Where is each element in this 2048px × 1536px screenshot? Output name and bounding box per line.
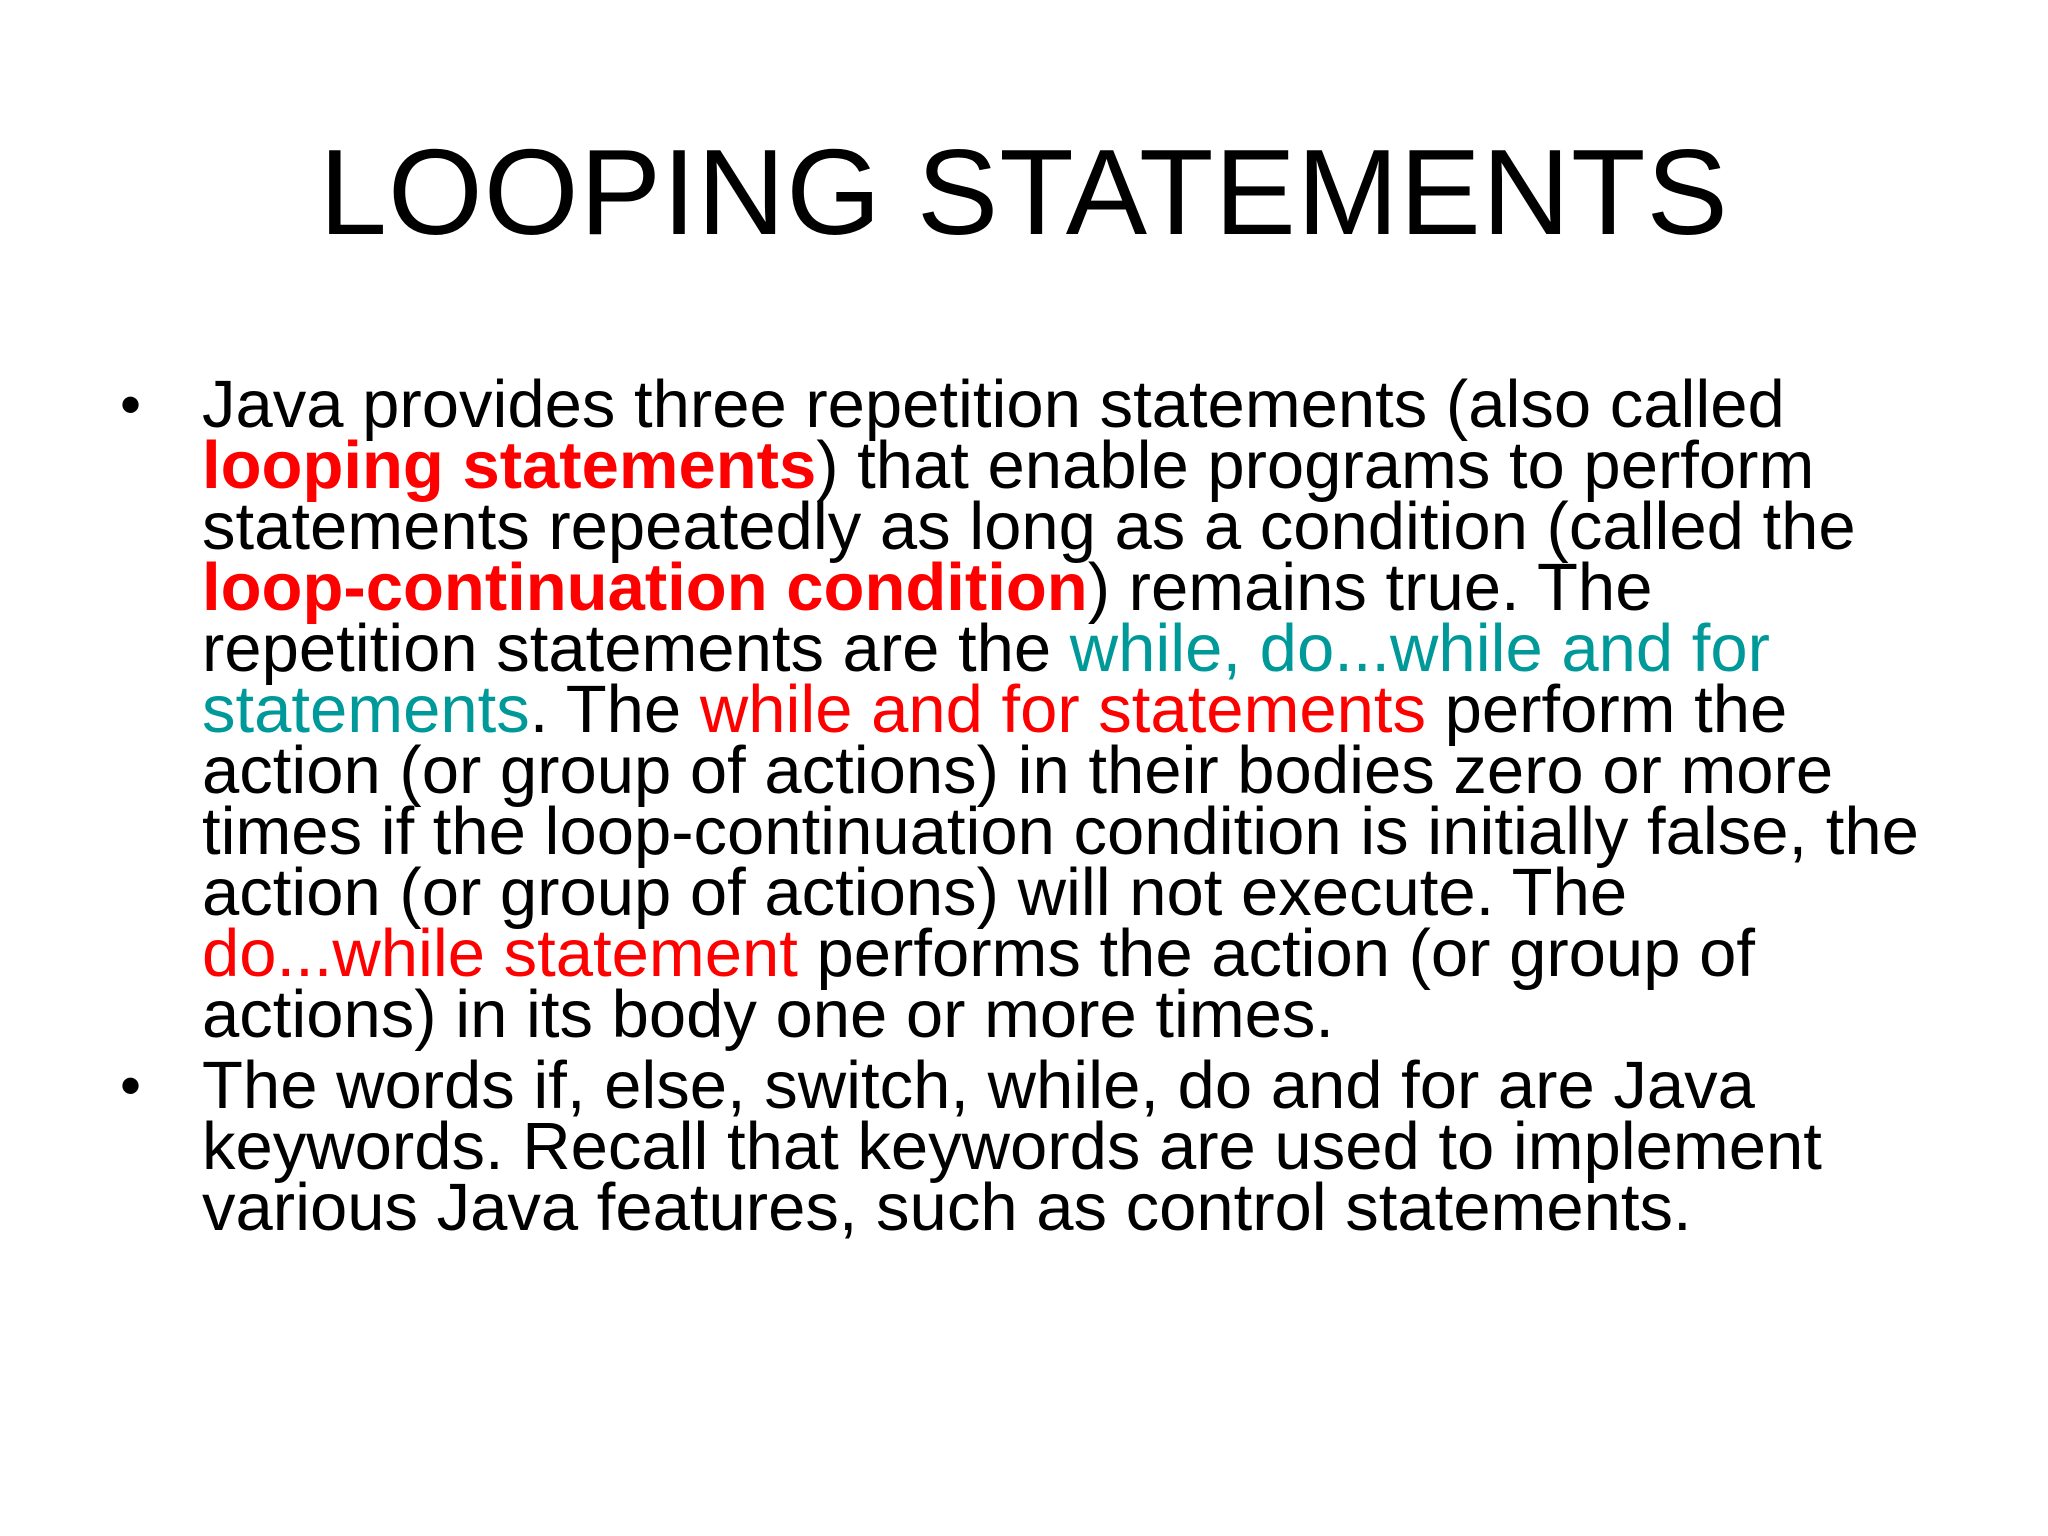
slide-title: LOOPING STATEMENTS [319, 124, 1729, 260]
bullet-text-2: The words if, else, switch, while, do and for are Java keywords. Recall that keywords are used to implement various Java features, such as control statements. [202, 1048, 1822, 1245]
bullet-item-2 [120, 1048, 1920, 1245]
bullet-list [120, 367, 1920, 1248]
bullet-item-1 [120, 367, 1920, 1052]
text-segment: perform the action (or group of actions) in their bodies zero or more times if the loop-continuation condition is initially false, the action (or group of actions) will not execute. The [202, 672, 1919, 930]
bullet-text-1 [202, 367, 1919, 1052]
bullet-icon: • [120, 1052, 142, 1119]
highlight-looping-statements: looping statements [202, 428, 817, 503]
bullet-icon: • [120, 371, 142, 438]
text-segment: Java provides three repetition statements (also called [202, 367, 1785, 442]
text-segment: . The [529, 672, 700, 747]
highlight-do-while: do...while statement [202, 916, 798, 991]
highlight-loop-continuation-condition: loop-continuation condition [202, 550, 1088, 625]
highlight-repetition-statements: while, do...while and for statements [202, 611, 1770, 747]
text-segment: ) remains true. The repetition statements are the [202, 550, 1653, 686]
text-segment: performs the action (or group of actions) in its body one or more times. [202, 916, 1755, 1052]
highlight-while-and-for: while and for statements [699, 672, 1427, 747]
text-segment: ) that enable programs to perform statements repeatedly as long as a condition (called the [202, 428, 1856, 564]
